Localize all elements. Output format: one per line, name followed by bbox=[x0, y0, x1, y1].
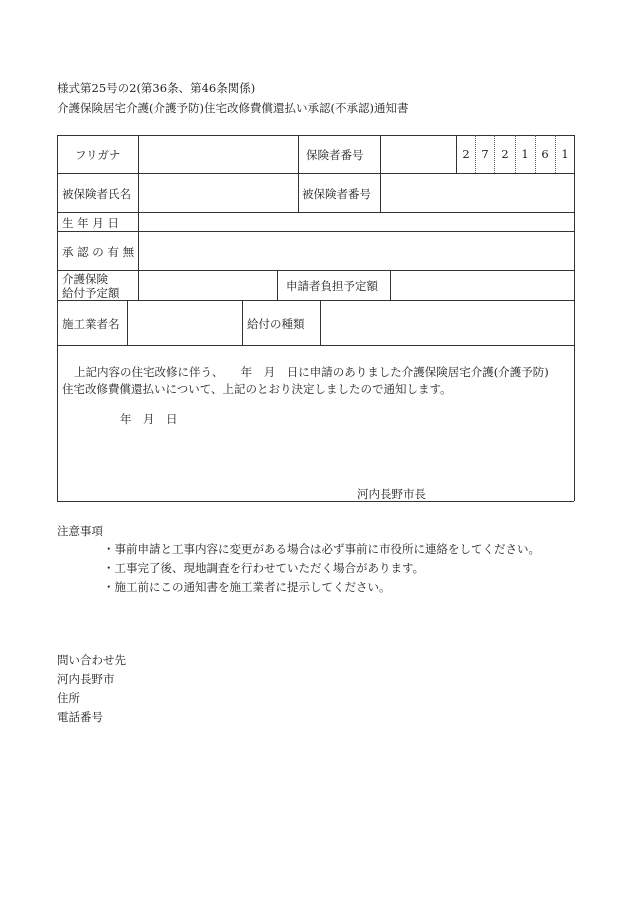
benefit-amount-label bbox=[62, 272, 120, 300]
insurer-digit: 1 bbox=[521, 147, 529, 161]
column-divider bbox=[298, 135, 299, 212]
approval-field[interactable] bbox=[139, 232, 573, 269]
note-item: ・工事完了後、現地調査を行わせていただく場合があります。 bbox=[103, 561, 425, 575]
copay-label: 申請者負担予定額 bbox=[286, 279, 378, 293]
furigana-field[interactable] bbox=[139, 136, 297, 172]
benefit-type-field[interactable] bbox=[321, 301, 573, 344]
contact-city: 河内長野市 bbox=[57, 672, 115, 686]
column-divider bbox=[277, 270, 278, 300]
table-border-top bbox=[57, 135, 574, 136]
insured-name-field[interactable] bbox=[139, 174, 297, 211]
insurer-digit: 7 bbox=[481, 147, 489, 161]
insured-name-label: 被保険者氏名 bbox=[62, 187, 131, 201]
notice-line-1: 上記内容の住宅改修に伴う、 年 月 日に申請のありました介護保険居宅介護(介護予防) bbox=[74, 365, 549, 379]
insured-number-field[interactable] bbox=[381, 174, 573, 211]
table-border-right bbox=[574, 135, 575, 501]
insurer-digit: 1 bbox=[561, 147, 569, 161]
contractor-label: 施工業者名 bbox=[62, 317, 120, 331]
table-border-left bbox=[57, 135, 58, 501]
issuer-name: 河内長野市長 bbox=[357, 487, 426, 501]
notes-heading: 注意事項 bbox=[57, 524, 103, 538]
contact-phone-label: 電話番号 bbox=[57, 710, 103, 724]
contractor-field[interactable] bbox=[128, 301, 241, 344]
insured-number-label: 被保険者番号 bbox=[302, 187, 371, 201]
insurer-number-label: 保険者番号 bbox=[306, 148, 364, 162]
benefit-amount-field[interactable] bbox=[139, 271, 276, 299]
table-border-bottom bbox=[57, 501, 574, 502]
benefit-label-line2: 給付予定額 bbox=[62, 286, 120, 300]
furigana-label: フリガナ bbox=[75, 148, 121, 162]
approval-label: 承 認 の 有 無 bbox=[62, 245, 135, 259]
column-divider bbox=[242, 300, 243, 345]
benefit-type-label: 給付の種類 bbox=[247, 317, 305, 331]
insurer-digit: 2 bbox=[501, 147, 509, 161]
row-divider bbox=[57, 345, 574, 346]
insurer-digit: 2 bbox=[462, 147, 470, 161]
notice-date: 年 月 日 bbox=[120, 412, 178, 426]
form-number: 様式第25号の2(第36条、第46条関係) bbox=[57, 81, 256, 95]
insurer-number-field bbox=[381, 136, 455, 172]
birth-date-label: 生 年 月 日 bbox=[62, 216, 119, 230]
digit-box-divider bbox=[494, 135, 495, 173]
birth-date-field[interactable] bbox=[139, 213, 573, 230]
note-item: ・事前申請と工事内容に変更がある場合は必ず事前に市役所に連絡をしてください。 bbox=[103, 542, 540, 556]
note-item: ・施工前にこの通知書を施工業者に提示してください。 bbox=[103, 580, 391, 594]
copay-field[interactable] bbox=[391, 271, 573, 299]
contact-heading: 問い合わせ先 bbox=[57, 653, 126, 667]
contact-address-label: 住所 bbox=[57, 691, 80, 705]
insurer-digit: 6 bbox=[541, 147, 549, 161]
notice-line-2: 住宅改修費償還払いについて、上記のとおり決定しましたので通知します。 bbox=[62, 382, 452, 396]
document-title: 介護保険居宅介護(介護予防)住宅改修費償還払い承認(不承認)通知書 bbox=[57, 101, 409, 115]
benefit-label-line1: 介護保険 bbox=[62, 272, 108, 286]
